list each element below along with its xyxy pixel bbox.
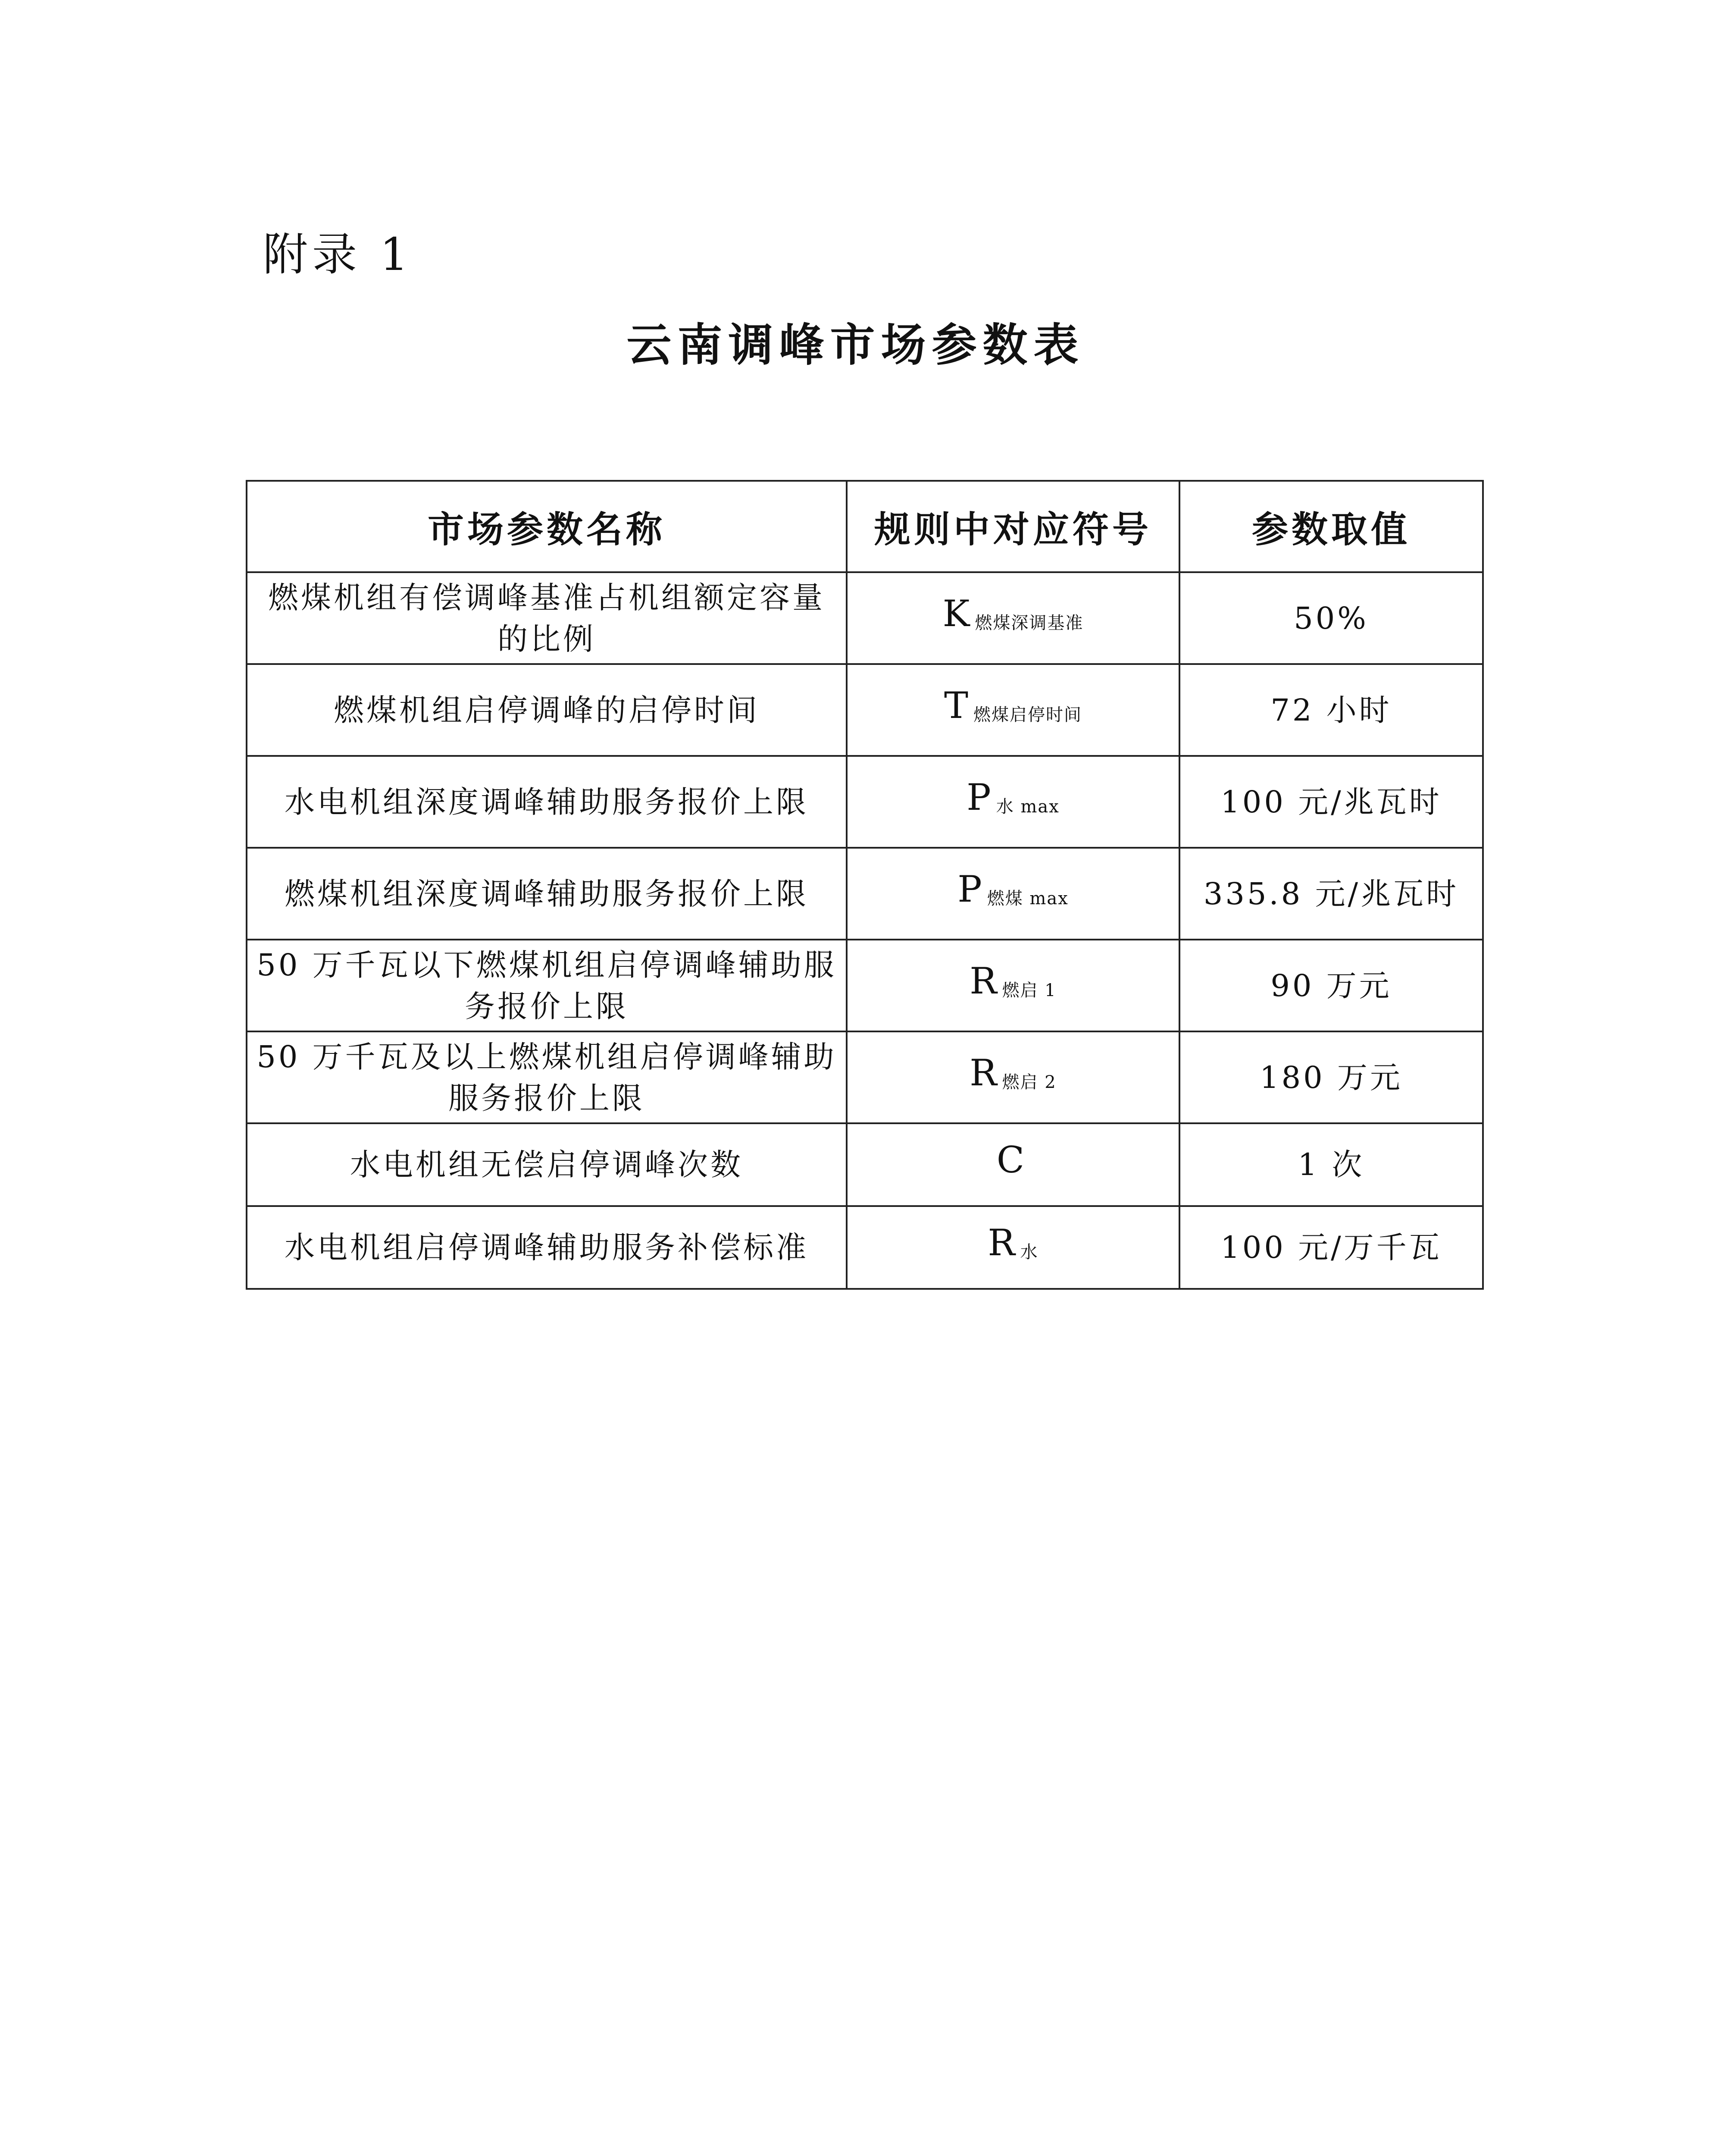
parameter-name: 燃煤机组启停调峰的启停时间 [247, 664, 847, 756]
appendix-label: 附录 1 [263, 228, 413, 281]
parameter-value: 50% [1179, 572, 1483, 664]
table-row [247, 1206, 1483, 1289]
parameter-value: 90 万元 [1179, 940, 1483, 1031]
symbol-subscript: 燃煤深调基准 [975, 613, 1084, 633]
symbol-main: P [967, 776, 991, 818]
table-row [247, 572, 1483, 664]
parameter-symbol [847, 1123, 1179, 1206]
symbol-subscript: 燃启 1 [1002, 980, 1057, 1000]
table-row [247, 756, 1483, 848]
symbol-subscript: 水 [1020, 1242, 1038, 1262]
table-header-row [247, 481, 1483, 572]
parameter-symbol [847, 940, 1179, 1031]
parameter-name: 50 万千瓦以下燃煤机组启停调峰辅助服务报价上限 [247, 940, 847, 1031]
symbol-main: R [970, 959, 997, 1002]
parameter-symbol [847, 756, 1179, 848]
parameter-value: 100 元/兆瓦时 [1179, 756, 1483, 848]
market-parameter-table [246, 480, 1484, 1290]
parameter-value: 72 小时 [1179, 664, 1483, 756]
parameter-symbol [847, 1206, 1179, 1289]
header-symbol: 规则中对应符号 [847, 481, 1179, 572]
parameter-value: 335.8 元/兆瓦时 [1179, 848, 1483, 940]
header-value: 参数取值 [1179, 481, 1483, 572]
symbol-main: R [970, 1051, 997, 1094]
symbol-subscript: 燃煤 max [987, 888, 1069, 909]
parameter-name: 水电机组深度调峰辅助服务报价上限 [247, 756, 847, 848]
parameter-value: 180 万元 [1179, 1031, 1483, 1123]
symbol-subscript: 燃启 2 [1002, 1072, 1057, 1092]
symbol-main: K [942, 592, 970, 635]
table-row [247, 1123, 1483, 1206]
parameter-value: 1 次 [1179, 1123, 1483, 1206]
table-row [247, 1031, 1483, 1123]
parameter-symbol [847, 1031, 1179, 1123]
table-row [247, 848, 1483, 940]
parameter-symbol [847, 848, 1179, 940]
parameter-symbol [847, 572, 1179, 664]
table-row [247, 940, 1483, 1031]
parameter-value: 100 元/万千瓦 [1179, 1206, 1483, 1289]
header-parameter-name: 市场参数名称 [247, 481, 847, 572]
table-row [247, 664, 1483, 756]
symbol-main: P [957, 868, 982, 910]
symbol-main: R [988, 1222, 1015, 1264]
symbol-main: T [944, 684, 969, 727]
symbol-subscript: 燃煤启停时间 [973, 705, 1082, 725]
parameter-name: 水电机组无偿启停调峰次数 [247, 1123, 847, 1206]
symbol-main: C [996, 1139, 1025, 1181]
symbol-subscript: 水 max [996, 796, 1060, 817]
parameter-symbol [847, 664, 1179, 756]
parameter-name: 50 万千瓦及以上燃煤机组启停调峰辅助服务报价上限 [247, 1031, 847, 1123]
parameter-name: 燃煤机组有偿调峰基准占机组额定容量的比例 [247, 572, 847, 664]
parameter-name: 水电机组启停调峰辅助服务补偿标准 [247, 1206, 847, 1289]
parameter-name: 燃煤机组深度调峰辅助服务报价上限 [247, 848, 847, 940]
document-title: 云南调峰市场参数表 [626, 318, 1085, 371]
